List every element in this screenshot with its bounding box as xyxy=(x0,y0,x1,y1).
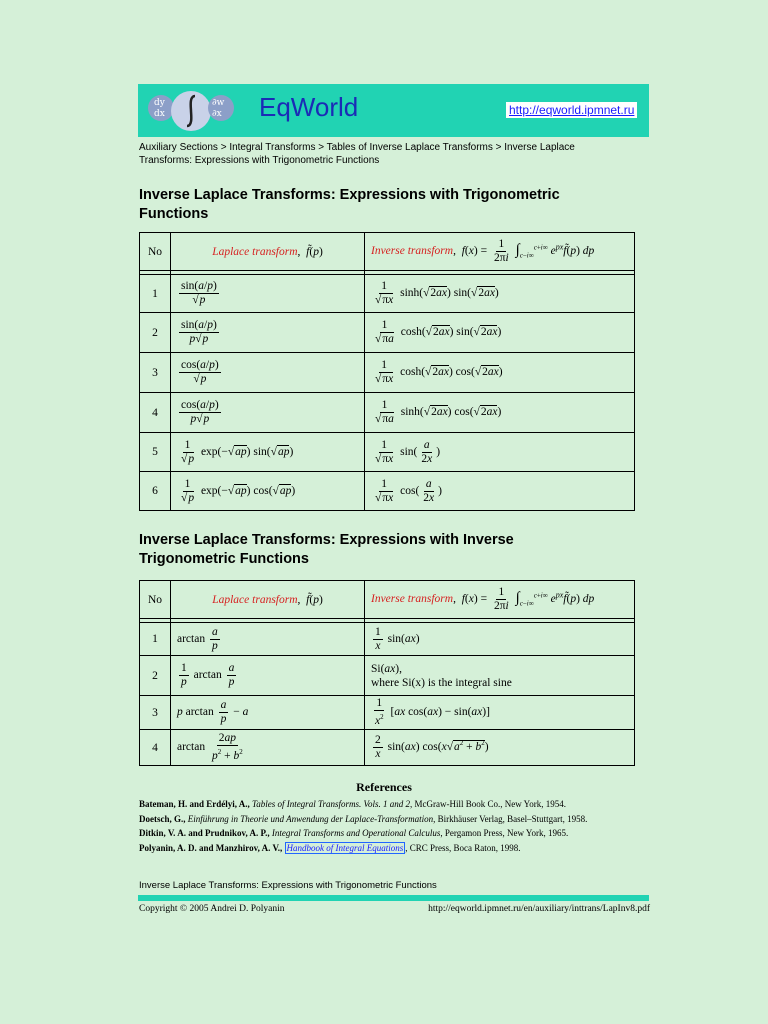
col-header-laplace: Laplace transform, f̃(p) xyxy=(171,233,365,271)
inverse-trig-transforms-table xyxy=(139,580,635,766)
integral-sine-note: where Si(x) is the integral sine xyxy=(371,676,512,689)
footer-url-link[interactable]: http://eqworld.ipmnet.ru/en/auxiliary/inttrans/LapInv8.pdf xyxy=(428,904,650,914)
table-row: 1 arctan $\frac{a}{p}$ $\frac{1}{x}$ sin(ax) xyxy=(140,623,635,656)
svg-text:dx: dx xyxy=(154,109,165,119)
reference-item: Doetsch, G., Einführung in Theorie und Anwendung der Laplace-Transformation, Birkhäuser Verlag, Basel–Stuttgart, 1958. xyxy=(139,813,588,824)
table-row: 2 $\frac{1}{p}$ arctan $\frac{a}{p}$ Si(ax), where Si(x) is the integral sine xyxy=(140,656,635,696)
table-row: 4 $\frac{\cos(a/p)}{p√p}$ $\frac{1}{√\pi a}$ sinh(√2ax) cos(√2ax) xyxy=(140,393,635,433)
table-row: 3 p arctan $\frac{a}{p}$ − a $\frac{1}{x^2}$ [ax cos(ax) − sin(ax)] xyxy=(140,696,635,730)
footer-divider xyxy=(138,895,649,901)
reference-item: Bateman, H. and Erdélyi, A., Tables of Integral Transforms. Vols. 1 and 2, McGraw-Hill Book Co., New York, 1954. xyxy=(139,799,566,809)
copyright-text: Copyright © 2005 Andrei D. Polyanin xyxy=(139,904,285,914)
table-row: 1 $\frac{\sin(a/p)}{√p}$ $\frac{1}{√\pi x}$ sinh(√2ax) sin(√2ax) xyxy=(140,275,635,313)
footer-title: Inverse Laplace Transforms: Expressions with Trigonometric Functions xyxy=(139,880,437,891)
reference-item: Polyanin, A. D. and Manzhirov, A. V., Handbook of Integral Equations , CRC Press, Boca Raton, 1998. xyxy=(139,842,521,853)
eqworld-logo-icon xyxy=(145,88,237,134)
col-header-no: No xyxy=(140,233,171,271)
breadcrumb[interactable]: Auxiliary Sections > Integral Transforms > Tables of Inverse Laplace Transforms > Inverse Laplace Transforms: Expressions with Trigonometric Functions xyxy=(139,142,575,166)
table-row: 5 $\frac{1}{√p}$ exp(−√ap) sin(√ap) $\frac{1}{√\pi x}$ sin( $\frac{a}{2x}$ ) xyxy=(140,433,635,472)
references-list xyxy=(139,797,654,855)
table-row: 6 $\frac{1}{√p}$ exp(−√ap) cos(√ap) $\frac{1}{√\pi x}$ cos( $\frac{a}{2x}$ ) xyxy=(140,472,635,511)
references-title: References xyxy=(356,780,412,794)
table-row: 3 $\frac{\cos(a/p)}{√p}$ $\frac{1}{√\pi x}$ cosh(√2ax) cos(√2ax) xyxy=(140,353,635,393)
brand-title: EqWorld xyxy=(259,92,359,122)
handbook-link[interactable]: Handbook of Integral Equations xyxy=(286,842,404,853)
col-header-no: No xyxy=(140,581,171,619)
section-trig-title: Inverse Laplace Transforms: Expressions with Trigonometric Functions xyxy=(139,187,560,222)
col-header-laplace: Laplace transform, f̃(p) xyxy=(171,581,365,619)
trig-transforms-table xyxy=(139,232,635,511)
svg-text:∂x: ∂x xyxy=(212,109,222,119)
section-inverse-trig-title: Inverse Laplace Transforms: Expressions with Inverse Trigonometric Functions xyxy=(139,532,514,567)
table-row: 4 arctan $\frac{2ap}{p^2 + b^2}$ $\frac{2}{x}$ sin(ax) $\cos(x√a^2 + b^2)$ xyxy=(140,730,635,766)
svg-text:dy: dy xyxy=(154,98,165,108)
col-header-inverse: Inverse transform, f(x) = $\frac{1}{2\pi i}$ $\int_{c-i\infty}^{c+i\infty}$ $e^{px}f̃(p)$ dp xyxy=(365,233,635,271)
col-header-inverse: Inverse transform, f(x) = $\frac{1}{2\pi i}$ $\int_{c-i\infty}^{c+i\infty}$ $e^{px}f̃(p)$ dp xyxy=(365,581,635,619)
site-url-link[interactable]: http://eqworld.ipmnet.ru xyxy=(506,102,637,118)
table-row: 2 $\frac{\sin(a/p)}{p√p}$ $\frac{1}{√\pi a}$ cosh(√2ax) sin(√2ax) xyxy=(140,313,635,353)
svg-text:∂w: ∂w xyxy=(212,98,225,108)
reference-item: Ditkin, V. A. and Prudnikov, A. P., Integral Transforms and Operational Calculus, Pergamon Press, New York, 1965. xyxy=(139,828,569,838)
